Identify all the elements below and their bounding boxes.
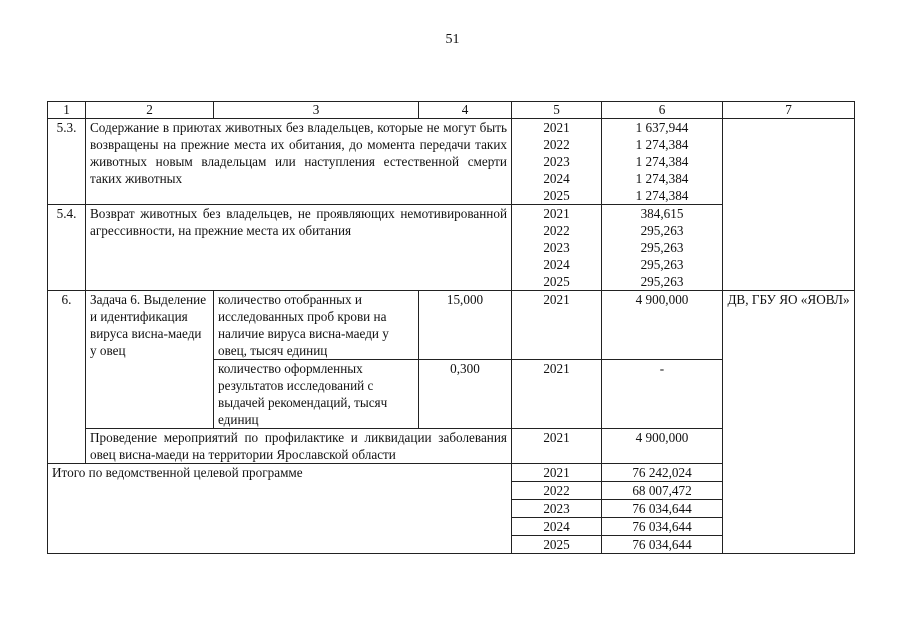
amount: 295,263 (640, 274, 684, 289)
executor-cell-empty (723, 119, 855, 291)
year: 2024 (543, 257, 570, 272)
indicator-text: количество оформленных результатов исследований с выдачей рекомендаций, тысяч единиц (214, 360, 419, 429)
year: 2021 (512, 360, 602, 429)
amount: 1 274,384 (635, 171, 689, 186)
year: 2022 (543, 223, 570, 238)
table-row (48, 119, 855, 205)
header-cell: 1 (48, 102, 86, 119)
row-description: Содержание в приютах животных без владельцев, которые не могут быть возвращены на прежние места их обитания, до момента передачи таких животных новым владельцам или наступления естественной смерти таких животных (86, 119, 512, 205)
year: 2021 (512, 464, 601, 482)
year: 2025 (543, 537, 570, 552)
amount: 295,263 (640, 223, 684, 238)
year: 2023 (512, 500, 601, 518)
task-title: Задача 6. Выделение и идентификация вируса висна-маеди у овец (86, 291, 214, 429)
row-number: 6. (48, 291, 86, 464)
amount: 68 007,472 (602, 482, 722, 500)
amount: 76 034,644 (632, 537, 692, 552)
amount: 295,263 (640, 257, 684, 272)
header-cell: 6 (602, 102, 723, 119)
row-number: 5.3. (48, 119, 86, 205)
row-number: 5.4. (48, 205, 86, 291)
year: 2021 (543, 206, 570, 221)
year: 2021 (512, 429, 602, 464)
page-number: 51 (445, 32, 460, 47)
year: 2022 (543, 137, 570, 152)
header-cell: 4 (419, 102, 512, 119)
header-cell: 2 (86, 102, 214, 119)
amount: 76 034,644 (602, 518, 722, 536)
amount: 1 274,384 (635, 154, 689, 169)
amount: 1 637,944 (635, 120, 689, 135)
amount: 1 274,384 (635, 188, 689, 203)
header-cell: 3 (214, 102, 419, 119)
executor: ДВ, ГБУ ЯО «ЯОВЛ» (723, 291, 855, 554)
year: 2023 (543, 240, 570, 255)
header-cell: 5 (512, 102, 602, 119)
amount: 4 900,000 (602, 291, 723, 360)
year: 2024 (543, 171, 570, 186)
activity-text: Проведение мероприятий по профилактике и ликвидации заболевания овец висна-маеди на территории Ярославской области (86, 429, 512, 464)
program-table (47, 101, 855, 554)
years-cell (512, 119, 602, 205)
year: 2022 (512, 482, 601, 500)
amount: 384,615 (640, 206, 684, 221)
year: 2025 (543, 274, 570, 289)
year: 2024 (512, 518, 601, 536)
amount: 4 900,000 (602, 429, 723, 464)
amounts-cell (602, 119, 723, 205)
year: 2021 (543, 120, 570, 135)
amount: - (602, 360, 723, 429)
row-description: Возврат животных без владельцев, не проявляющих немотивированной агрессивности, на прежние места их обитания (86, 205, 512, 291)
table-row (48, 291, 855, 360)
indicator-value: 0,300 (419, 360, 512, 429)
indicator-value: 15,000 (419, 291, 512, 360)
amounts-cell (602, 464, 723, 554)
header-cell: 7 (723, 102, 855, 119)
years-cell (512, 464, 602, 554)
header-row (48, 102, 855, 119)
year: 2021 (512, 291, 602, 360)
total-label: Итого по ведомственной целевой программе (48, 464, 512, 554)
year: 2025 (543, 188, 570, 203)
amount: 1 274,384 (635, 137, 689, 152)
amount: 76 034,644 (602, 500, 722, 518)
indicator-text: количество отобранных и исследованных проб крови на наличие вируса висна-маеди у овец, тысяч единиц (214, 291, 419, 360)
amount: 295,263 (640, 240, 684, 255)
year: 2023 (543, 154, 570, 169)
amount: 76 242,024 (602, 464, 722, 482)
amounts-cell (602, 205, 723, 291)
years-cell (512, 205, 602, 291)
